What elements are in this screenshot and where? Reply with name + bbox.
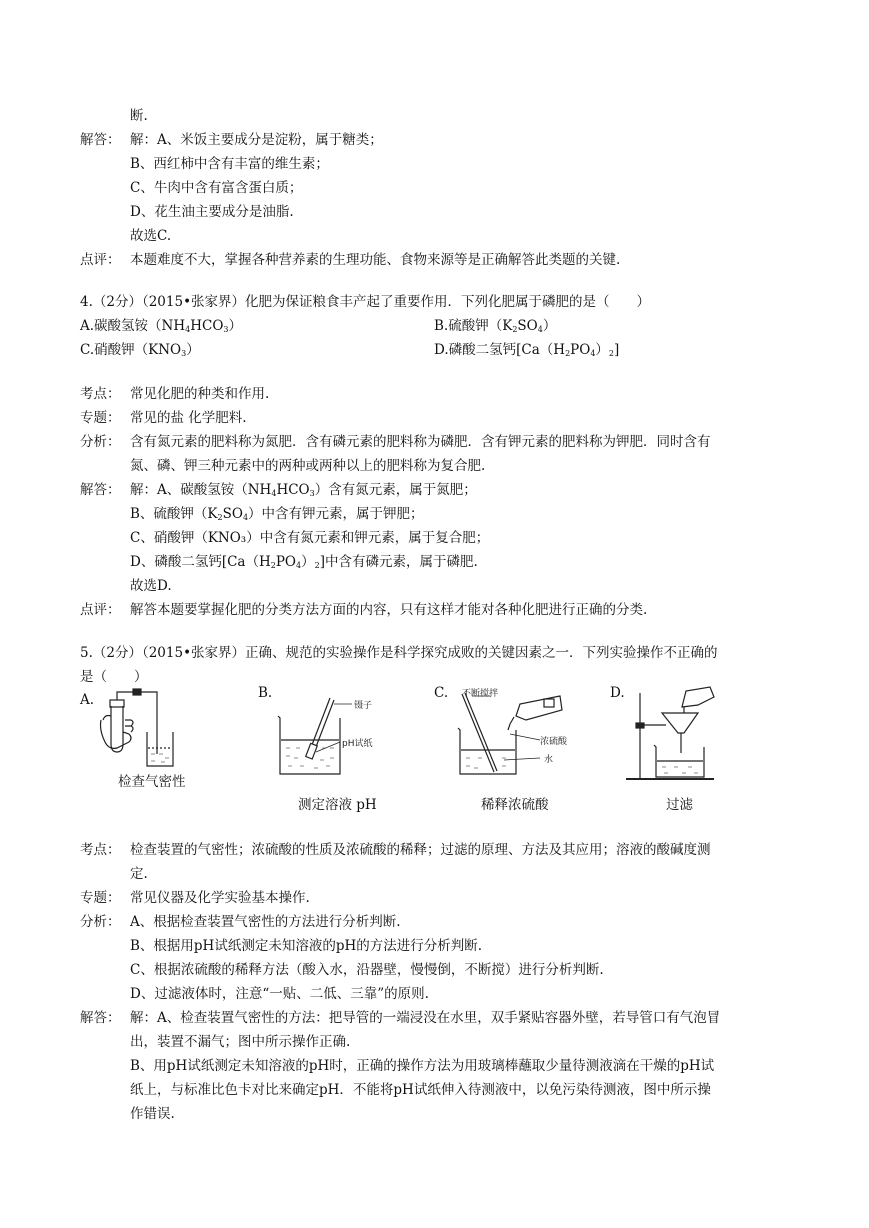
q5-kaodian-line: 检查装置的气密性；浓硫酸的性质及浓硫酸的稀释；过滤的原理、方法及其应用；溶液的酸碱度测: [130, 842, 711, 858]
tweezers-label: 镊子: [354, 701, 373, 711]
figure-d-caption: 过滤: [666, 797, 693, 813]
q5-stem: 是（ ）: [80, 669, 148, 685]
q3-answer-line: D、花生油主要成分是油脂.: [130, 204, 294, 220]
q5-fenxi-label: 分析：: [80, 914, 121, 930]
water-label: 水: [544, 755, 554, 765]
figure-c-caption: 稀释浓硫酸: [481, 797, 549, 813]
q3-answer-line: 解：A、米饭主要成分是淀粉，属于糖类；: [130, 132, 383, 148]
q4-answer-line: D、磷酸二氢钙$[Ca(H_2PO_4)_2]$中含有磷元素，属于磷肥.: [130, 554, 478, 570]
q5-answer-line: 出，装置不漏气；图中所示操作正确.: [130, 1034, 351, 1050]
q4-option-d: D.磷酸二氢钙$[Ca(H_2PO_4)_2]$: [434, 342, 620, 358]
q4-answer-line: B、硫酸钾$(K_2SO_4)$中含有钾元素，属于钾肥；: [130, 506, 424, 522]
stirring-label: 不断搅拌: [462, 689, 499, 699]
q4-answer-label: 解答：: [80, 482, 121, 498]
q4-option-c: C.硝酸钾$(KNO_3)$: [80, 342, 200, 358]
figure-a-letter: A.: [80, 692, 95, 708]
q4-answer-line: 故选D.: [130, 578, 172, 594]
q4-zhuanti: 常见的盐 化学肥料.: [130, 410, 247, 426]
q5-zhuanti: 常见仪器及化学实验基本操作.: [130, 890, 310, 906]
q3-answer-line: 故选C.: [130, 228, 172, 244]
q3-comment-label: 点评：: [80, 252, 121, 268]
q4-option-b: B.硫酸钾$(K_2SO_4)$: [434, 318, 557, 334]
q5-stem: 5.（2分）（2015•张家界）正确、规范的实验操作是科学探究成败的关键因素之一．下列实验操作不正确的: [80, 645, 718, 661]
q5-kaodian-label: 考点：: [80, 842, 121, 858]
q4-option-a: A.碳酸氢铵$(NH_4HCO_3)$: [80, 318, 242, 334]
q4-fenxi-label: 分析：: [80, 434, 121, 450]
q5-fenxi-line: A、根据检查装置气密性的方法进行分析判断.: [130, 914, 401, 930]
q4-zhuanti-label: 专题：: [80, 410, 121, 426]
q4-comment: 解答本题要掌握化肥的分类方法方面的内容，只有这样才能对各种化肥进行正确的分类.: [130, 602, 648, 618]
ph-paper-label: pH试纸: [342, 739, 373, 749]
q5-fenxi-line: B、根据用pH试纸测定未知溶液的pH的方法进行分析判断.: [130, 938, 483, 954]
conc-acid-label: 浓硫酸: [540, 737, 568, 747]
dilute-acid-diagram: [444, 686, 594, 786]
filtration-diagram: [618, 683, 728, 787]
figure-c-letter: C.: [434, 685, 449, 701]
q4-kaodian-label: 考点：: [80, 386, 121, 402]
q3-answer-label: 解答：: [80, 132, 121, 148]
q4-answer-line: 解：A、碳酸氢铵$(NH_4HCO_3)$含有氮元素，属于氮肥；: [130, 482, 477, 498]
figure-a-caption: 检查气密性: [118, 774, 186, 790]
figure-d-letter: D.: [610, 685, 625, 701]
q4-comment-label: 点评：: [80, 602, 121, 618]
q4-kaodian: 常见化肥的种类和作用.: [130, 386, 270, 402]
q3-answer-line: C、牛肉中含有富含蛋白质；: [130, 180, 303, 196]
figure-b-letter: B.: [258, 685, 273, 701]
q5-answer-line: B、用pH试纸测定未知溶液的pH时，正确的操作方法为用玻璃棒蘸取少量待测液滴在干燥的pH试: [130, 1058, 715, 1074]
q5-answer-label: 解答：: [80, 1010, 121, 1026]
q3-comment: 本题难度不大，掌握各种营养素的生理功能、食物来源等是正确解答此类题的关键.: [130, 252, 621, 268]
q5-fenxi-line: D、过滤液体时，注意“一贴、二低、三靠”的原则.: [130, 986, 429, 1002]
q4-answer-line: C、硝酸钾（KNO₃）中含有氮元素和钾元素，属于复合肥；: [130, 530, 490, 546]
q5-fenxi-line: C、根据浓硫酸的稀释方法（酸入水，沿器壁，慢慢倒，不断搅）进行分析判断.: [130, 962, 604, 978]
q5-answer-line: 作错误.: [130, 1106, 175, 1122]
q5-kaodian-line: 定.: [130, 866, 148, 882]
q5-answer-line: 解：A、检查装置气密性的方法：把导管的一端浸没在水里，双手紧贴容器外壁，若导管口有气泡冒: [130, 1010, 721, 1026]
q4-fenxi-line: 含有氮元素的肥料称为氮肥．含有磷元素的肥料称为磷肥．含有钾元素的肥料称为钾肥．同时含有: [130, 434, 711, 450]
q5-zhuanti-label: 专题：: [80, 890, 121, 906]
q4-fenxi-line: 氮、磷、钾三种元素中的两种或两种以上的肥料称为复合肥.: [130, 458, 486, 474]
figure-b-caption: 测定溶液 pH: [298, 797, 377, 813]
q4-stem: 4.（2分）（2015•张家界）化肥为保证粮食丰产起了重要作用．下列化肥属于磷肥的是（ ）: [80, 294, 651, 310]
airtightness-check-diagram: [95, 686, 195, 774]
q3-continuation: 断.: [130, 108, 148, 124]
q3-answer-line: B、西红柿中含有丰富的维生素；: [130, 156, 329, 172]
ph-test-diagram: [268, 690, 388, 786]
q5-answer-line: 纸上，与标准比色卡对比来确定pH．不能将pH试纸伸入待测液中，以免污染待测液，图中所示操: [130, 1082, 711, 1098]
